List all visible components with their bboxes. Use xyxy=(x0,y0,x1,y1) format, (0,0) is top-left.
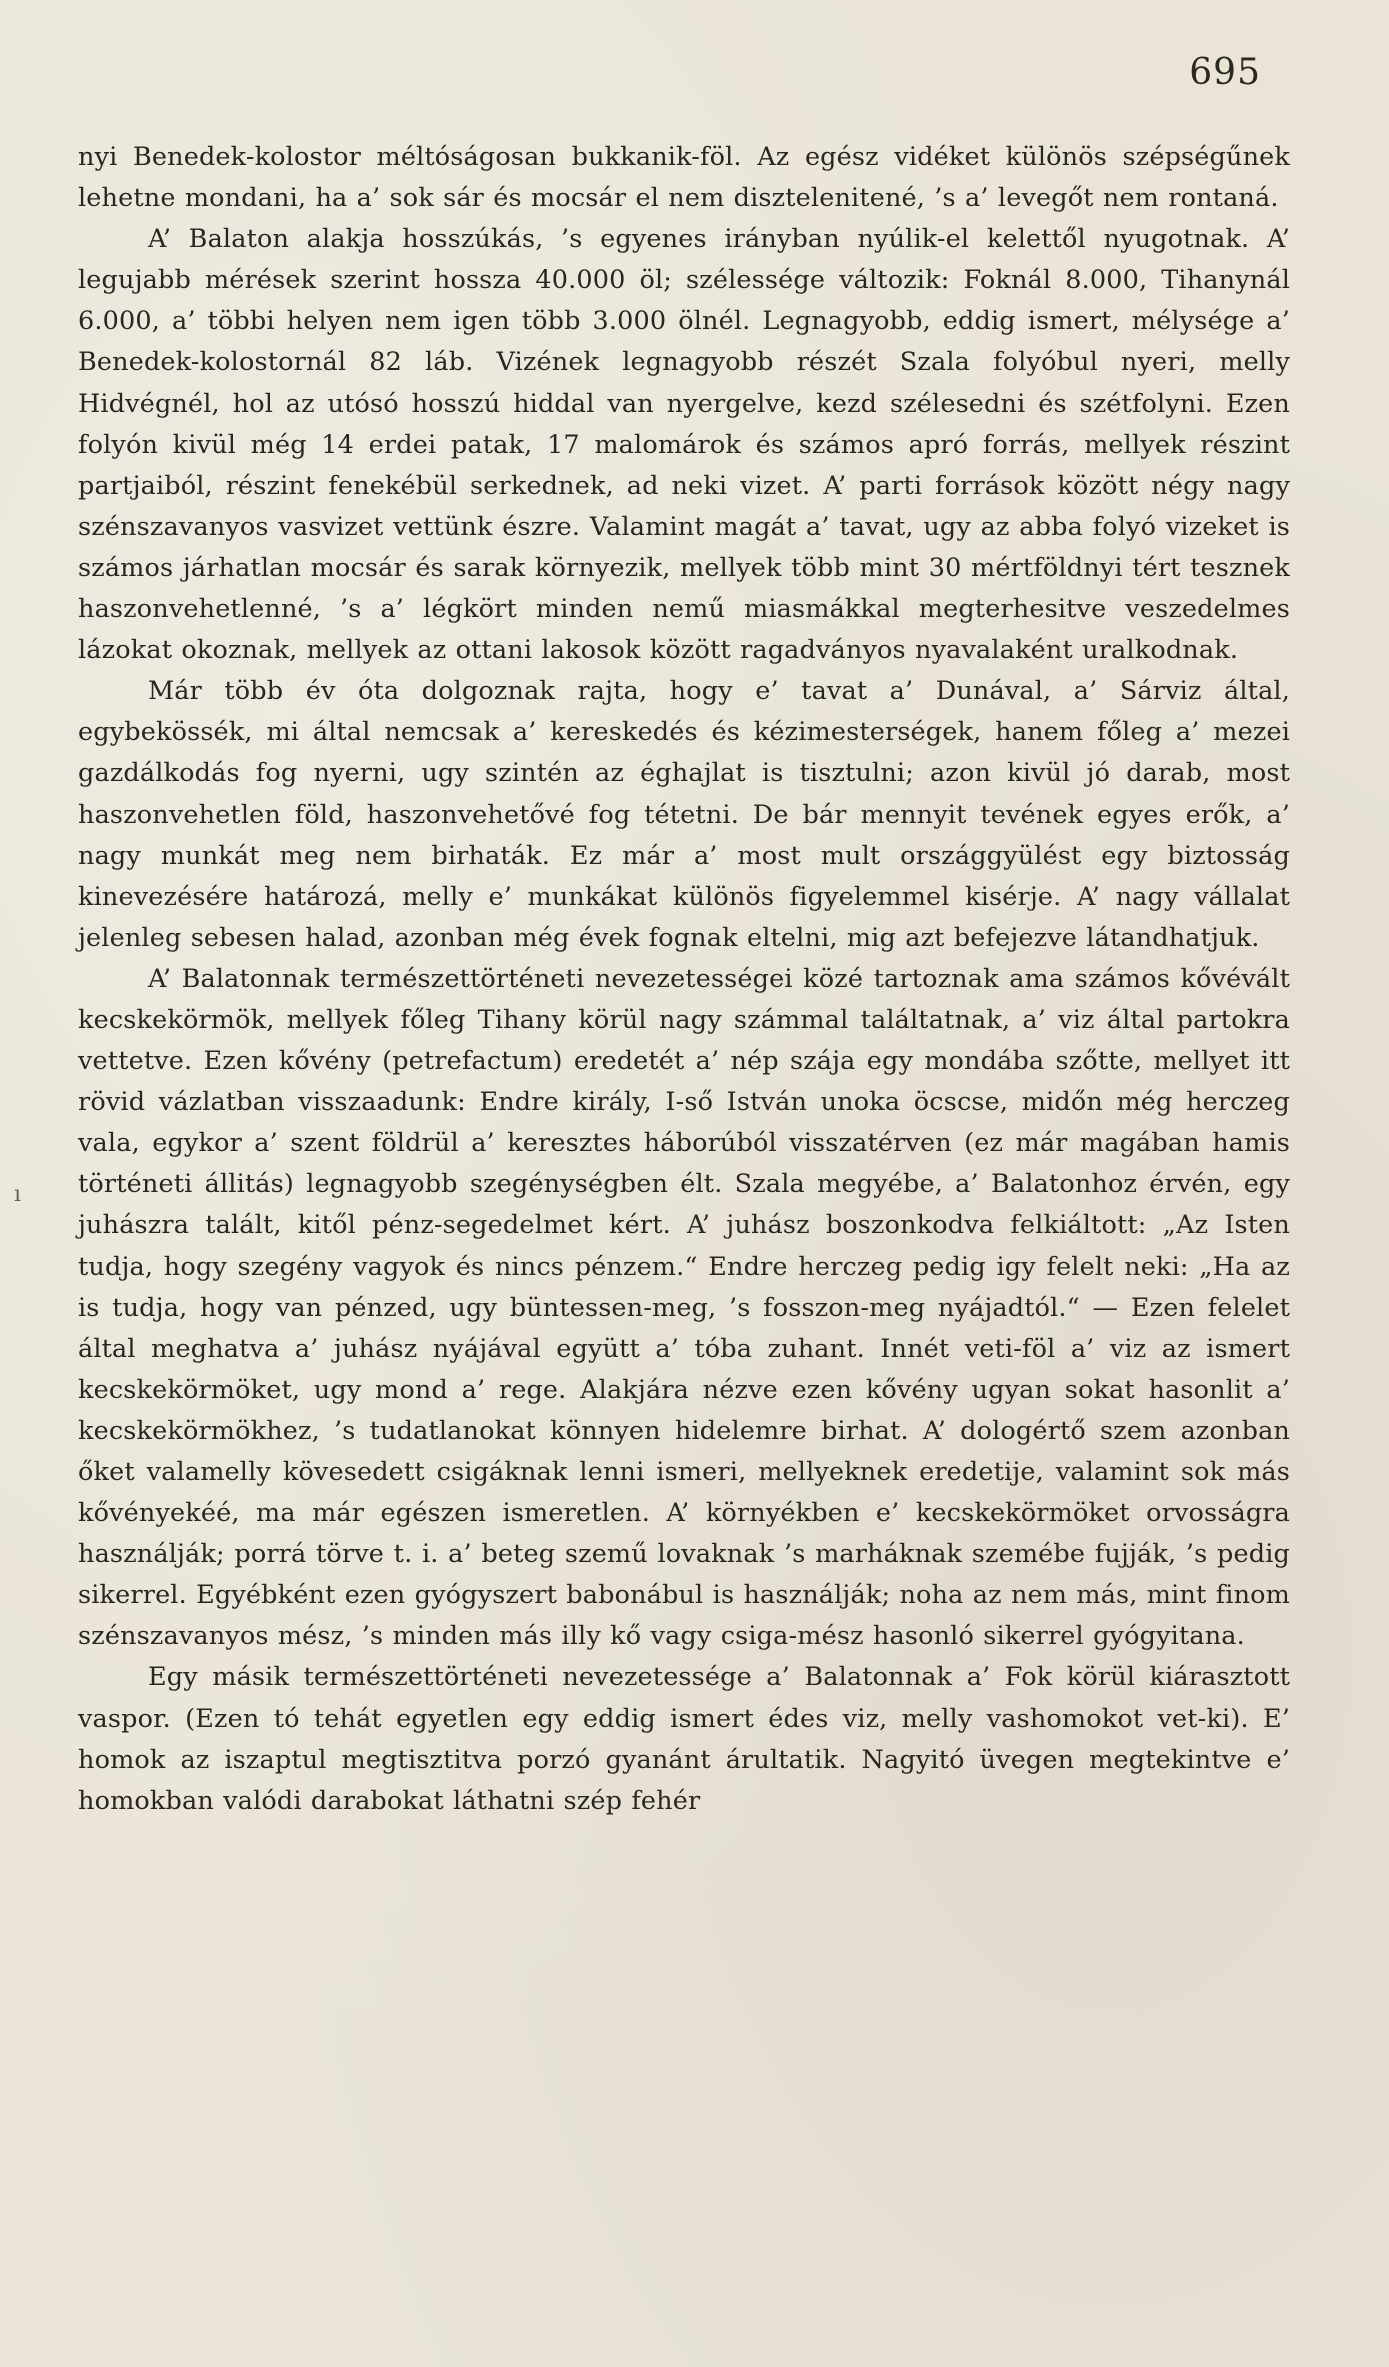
paragraph-balaton-shape: A’ Balaton alakja hosszúkás, ’s egyenes irányban nyúlik-el kelettől nyugotnak. A’ legujabb mérések szerint hossza 40.000 öl; szélessége változik: Foknál 8.000, Tihanynál 6.000, a’ többi helyen nem igen több 3.000 ölnél. Legnagyobb, eddig ismert, mélysége a’ Benedek-kolostornál 82 láb. Vizének legnagyobb részét Szala folyóbul nyeri, melly Hidvégnél, hol az utósó hosszú hiddal van nyergelve, kezd szélesedni és szétfolyni. Ezen folyón kivül még 14 erdei patak, 17 malomárok és számos apró forrás, mellyek részint partjaiból, részint fenekébül serkednek, ad neki vizet. A’ parti források között négy nagy szénszavanyos vasvizet vettünk észre. Valamint magát a’ tavat, ugy az abba folyó vizeket is számos járhatlan mocsár és sarak környezik, mellyek több mint 30 mértföldnyi tért tesznek haszonvehetlenné, ’s a’ légkört minden nemű miasmákkal megterhesitve veszedelmes lázokat okoznak, mellyek az ottani lakosok között ragadványos nyavalaként uralkodnak. xyxy=(78,224,1290,666)
paragraph-iron-sand: Egy másik természettörténeti nevezetessége a’ Balatonnak a’ Fok körül kiárasztott vaspor. (Ezen tó tehát egyetlen egy eddig ismert édes viz, melly vashomokot vet-ki). E’ homok az iszaptul megtisztitva porzó gyanánt árultatik. Nagyitó üvegen megtekintve e’ homokban valódi darabokat láthatni szép fehér xyxy=(78,1662,1290,1816)
paragraph-continuation: nyi Benedek-kolostor méltóságosan bukkanik-föl. Az egész vidéket különös szépségűnek lehetne mondani, ha a’ sok sár és mocsár el nem disztelenitené, ’s a’ levegőt nem rontaná. xyxy=(78,142,1290,214)
margin-mark: ı xyxy=(14,1182,22,1207)
paragraph-danube-canal: Már több év óta dolgoznak rajta, hogy e’ tavat a’ Dunával, a’ Sárviz által, egybekössék, mi által nemcsak a’ kereskedés és kézimesterségek, hanem főleg a’ mezei gazdálkodás fog nyerni, ugy szintén az éghajlat is tisztulni; azon kivül jó darab, most haszonvehetlen föld, haszonvehetővé fog tétetni. De bár mennyit tevének egyes erők, a’ nagy munkát meg nem birhaták. Ez már a’ most mult országgyülést egy biztosság kinevezésére határozá, melly e’ munkákat különös figyelemmel kisérje. A’ nagy vállalat jelenleg sebesen halad, azonban még évek fognak eltelni, mig azt befejezve látandhatjuk. xyxy=(78,676,1290,953)
page-number: 695 xyxy=(1189,52,1261,93)
body-text xyxy=(78,137,1290,1822)
paragraph-goat-claws-legend: A’ Balatonnak természettörténeti nevezetességei közé tartoznak ama számos kővévált kecskekörmök, mellyek főleg Tihany körül nagy számmal találtatnak, a’ viz által partokra vettetve. Ezen kővény (petrefactum) eredetét a’ nép szája egy mondába szőtte, mellyet itt rövid vázlatban visszaadunk: Endre király, I-ső István unoka öcscse, midőn még herczeg vala, egykor a’ szent földrül a’ keresztes háborúból visszatérven (ez már magában hamis történeti állitás) legnagyobb szegénységben élt. Szala megyébe, a’ Balatonhoz érvén, egy juhászra talált, kitől pénz-segedelmet kért. A’ juhász boszonkodva felkiáltott: „Az Isten tudja, hogy szegény vagyok és nincs pénzem.“ Endre herczeg pedig igy felelt neki: „Ha az is tudja, hogy van pénzed, ugy büntessen-meg, ’s fosszon-meg nyájadtól.“ — Ezen felelet által meghatva a’ juhász nyájával együtt a’ tóba zuhant. Innét veti-föl a’ viz az ismert kecskekörmöket, ugy mond a’ rege. Alakjára nézve ezen kővény ugyan sokat hasonlit a’ kecskekörmökhez, ’s tudatlanokat könnyen hidelemre birhat. A’ dologértő szem azonban őket valamelly kövesedett csigáknak lenni ismeri, mellyeknek eredetije, valamint sok más kővényekéé, ma már egészen ismeretlen. A’ környékben e’ kecskekörmöket orvosságra használják; porrá törve t. i. a’ beteg szemű lovaknak ’s marháknak szemébe fujják, ’s pedig sikerrel. Egyébként ezen gyógyszert babonábul is használják; noha az nem más, mint finom szénszavanyos mész, ’s minden más illy kő vagy csiga-mész hasonló sikerrel gyógyitana. xyxy=(78,963,1290,1652)
